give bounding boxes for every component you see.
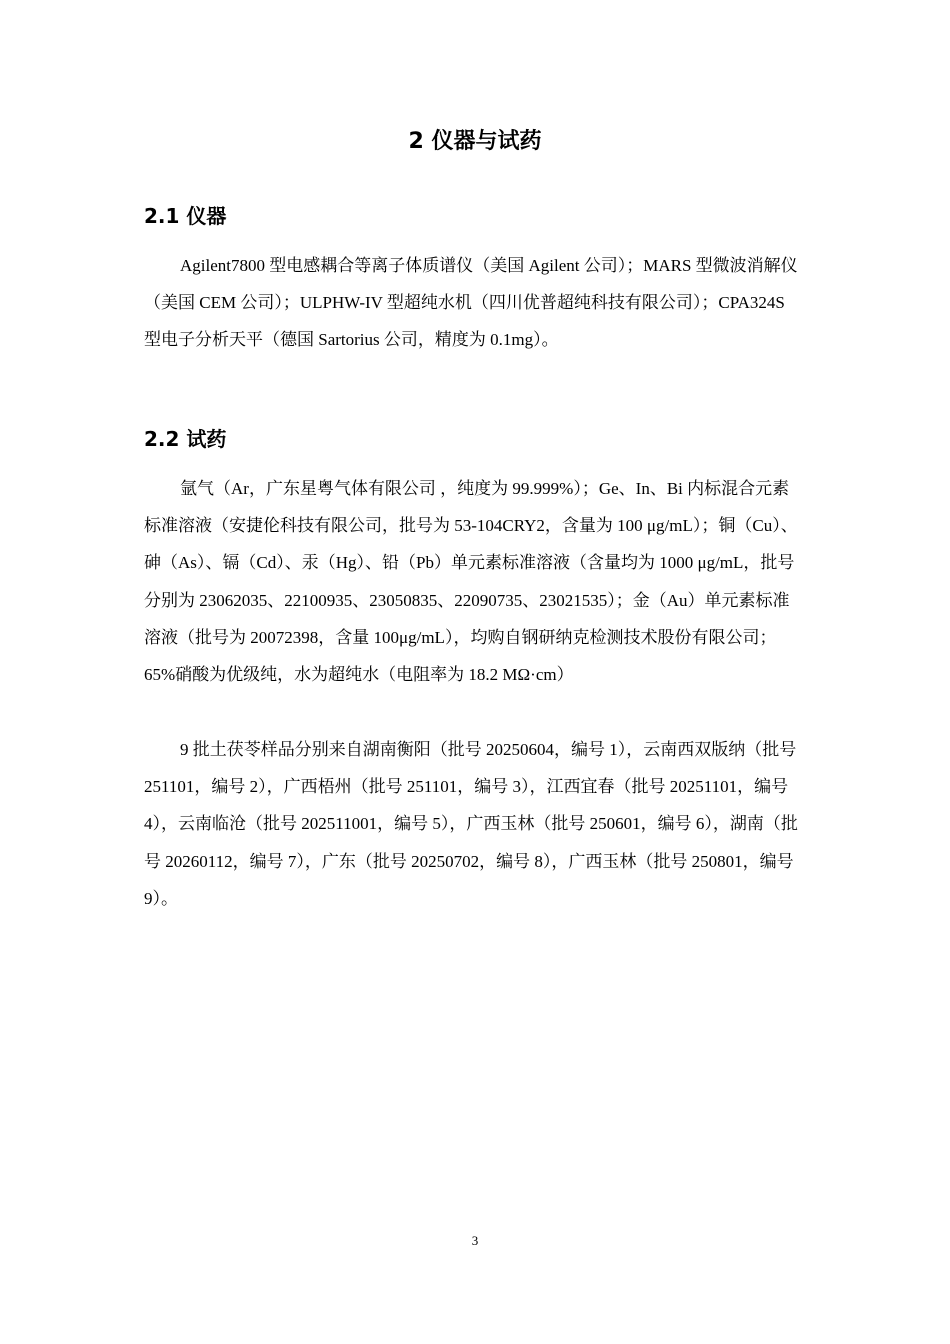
chapter-title: 2 仪器与试药 [408, 129, 542, 154]
section-heading-instruments: 2.1 仪器 [144, 204, 227, 228]
paragraph-reagents: 氩气（Ar，广东星粤气体有限公司 ，纯度为 99.999%）；Ge、In、Bi 内标混合元素标准溶液（安捷伦科技有限公司，批号为 53-104CRY2，含量为 100 μg/mL）；铜（Cu）、砷（As）、镉（Cd）、汞（Hg）、铅（Pb）单元素标准溶液（含量均为 1000 μg/mL，批号分别为 23062035、22100935、23050835、22090735、23021535）；金（Au）单元素标准溶液（批号为 20072398，含量 100μg/mL），均购自钢研纳克检测技术股份有限公司；65%硝酸为优级纯，水为超纯水（电阻率为 18.2 MΩ·cm） [144, 479, 798, 685]
section-heading-reagents: 2.2 试药 [144, 427, 227, 451]
paragraph-samples: 9 批土茯苓样品分别来自湖南衡阳（批号 20250604，编号 1），云南西双版纳（批号 251101，编号 2），广西梧州（批号 251101，编号 3），江西宜春（批号 20251101，编号 4），云南临沧（批号 202511001，编号 5），广西玉林（批号 250601，编号 6），湖南（批号 20260112，编号 7），广东（批号 20250702，编号 8），广西玉林（批号 250801，编号 9）。 [144, 740, 798, 908]
page-number: 3 [471, 1233, 479, 1248]
paragraph-instruments: Agilent7800 型电感耦合等离子体质谱仪（美国 Agilent 公司）；MARS 型微波消解仪（美国 CEM 公司）；ULPHW-IV 型超纯水机（四川优普超纯科技有限公司）；CPA324S 型电子分析天平（德国 Sartorius 公司，精度为 0.1mg）。 [144, 256, 798, 350]
